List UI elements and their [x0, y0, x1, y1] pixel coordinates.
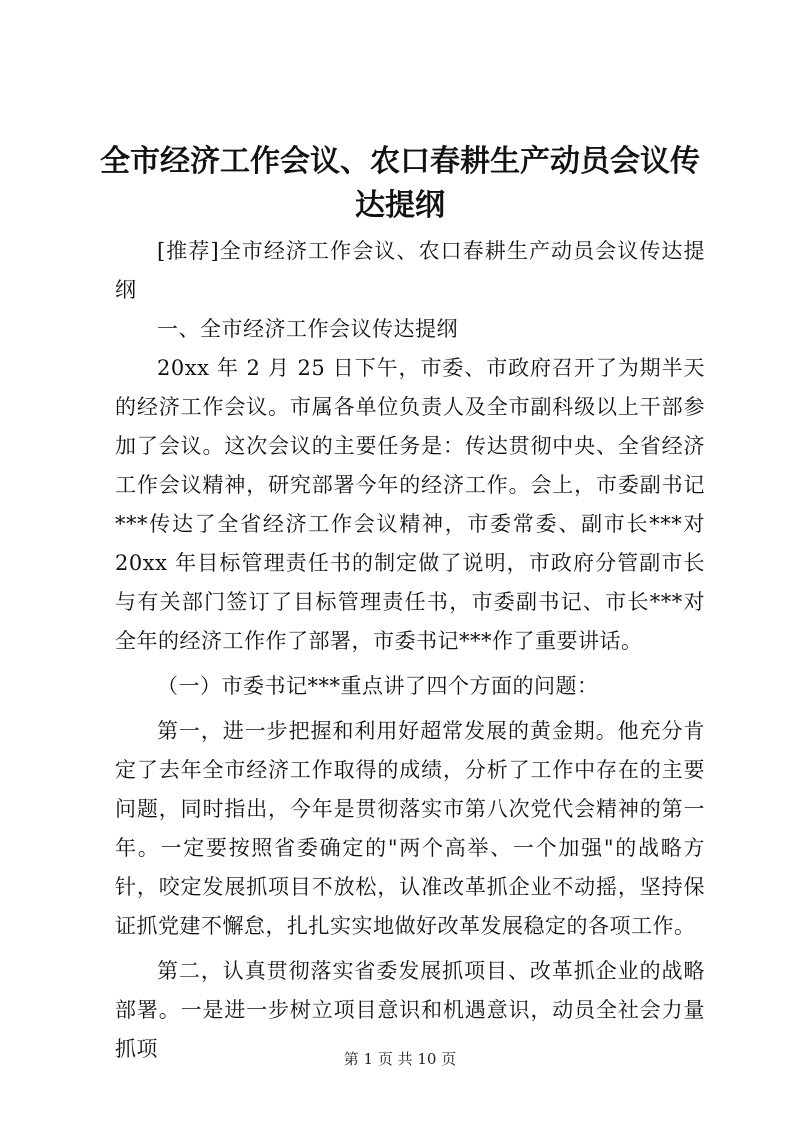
paragraph-section-heading: 一、全市经济工作会议传达提纲: [157, 317, 458, 341]
paragraph-point-two: 第二，认真贯彻落实省委发展抓项目、改革抓企业的战略部署。一是进一步树立项目意识和机遇意识，动员全社会力量抓项: [115, 959, 705, 1061]
paragraph-point-one: 第一，进一步把握和利用好超常发展的黄金期。他充分肯定了去年全市经济工作取得的成绩，分析了工作中存在的主要问题，同时指出，今年是贯彻落实市第八次党代会精神的第一年。一定要按照省委确定的"两个高举、一个加强"的战略方针，咬定发展抓项目不放松，认准改革抓企业不动摇，坚持保证抓党建不懈怠，扎扎实实地做好改革发展稳定的各项工作。: [115, 719, 705, 938]
paragraph-meeting-summary: 20xx 年 2 月 25 日下午，市委、市政府召开了为期半天的经济工作会议。市属各单位负责人及全市副科级以上干部参加了会议。这次会议的主要任务是：传达贯彻中央、全省经济工作会议精神，研究部署今年的经济工作。会上，市委副书记***传达了全省经济工作会议精神，市委常委、副市长***对 20xx 年目标管理责任书的制定做了说明，市政府分管副市长与有关部门签订了目标管理责任书，市委副书记、市长***对全年的经济工作作了部署，市委书记***作了重要讲话。: [115, 356, 705, 653]
page-footer: 第 1 页 共 10 页: [343, 1050, 457, 1068]
paragraph-recommend-line: [推荐]全市经济工作会议、农口春耕生产动员会议传达提纲: [115, 239, 705, 302]
document-title: 全市经济工作会议、农口春耕生产动员会议传达提纲: [100, 144, 700, 223]
paragraph-subsection-heading: （一）市委书记***重点讲了四个方面的问题：: [157, 674, 599, 698]
document-body: [115, 232, 705, 1069]
